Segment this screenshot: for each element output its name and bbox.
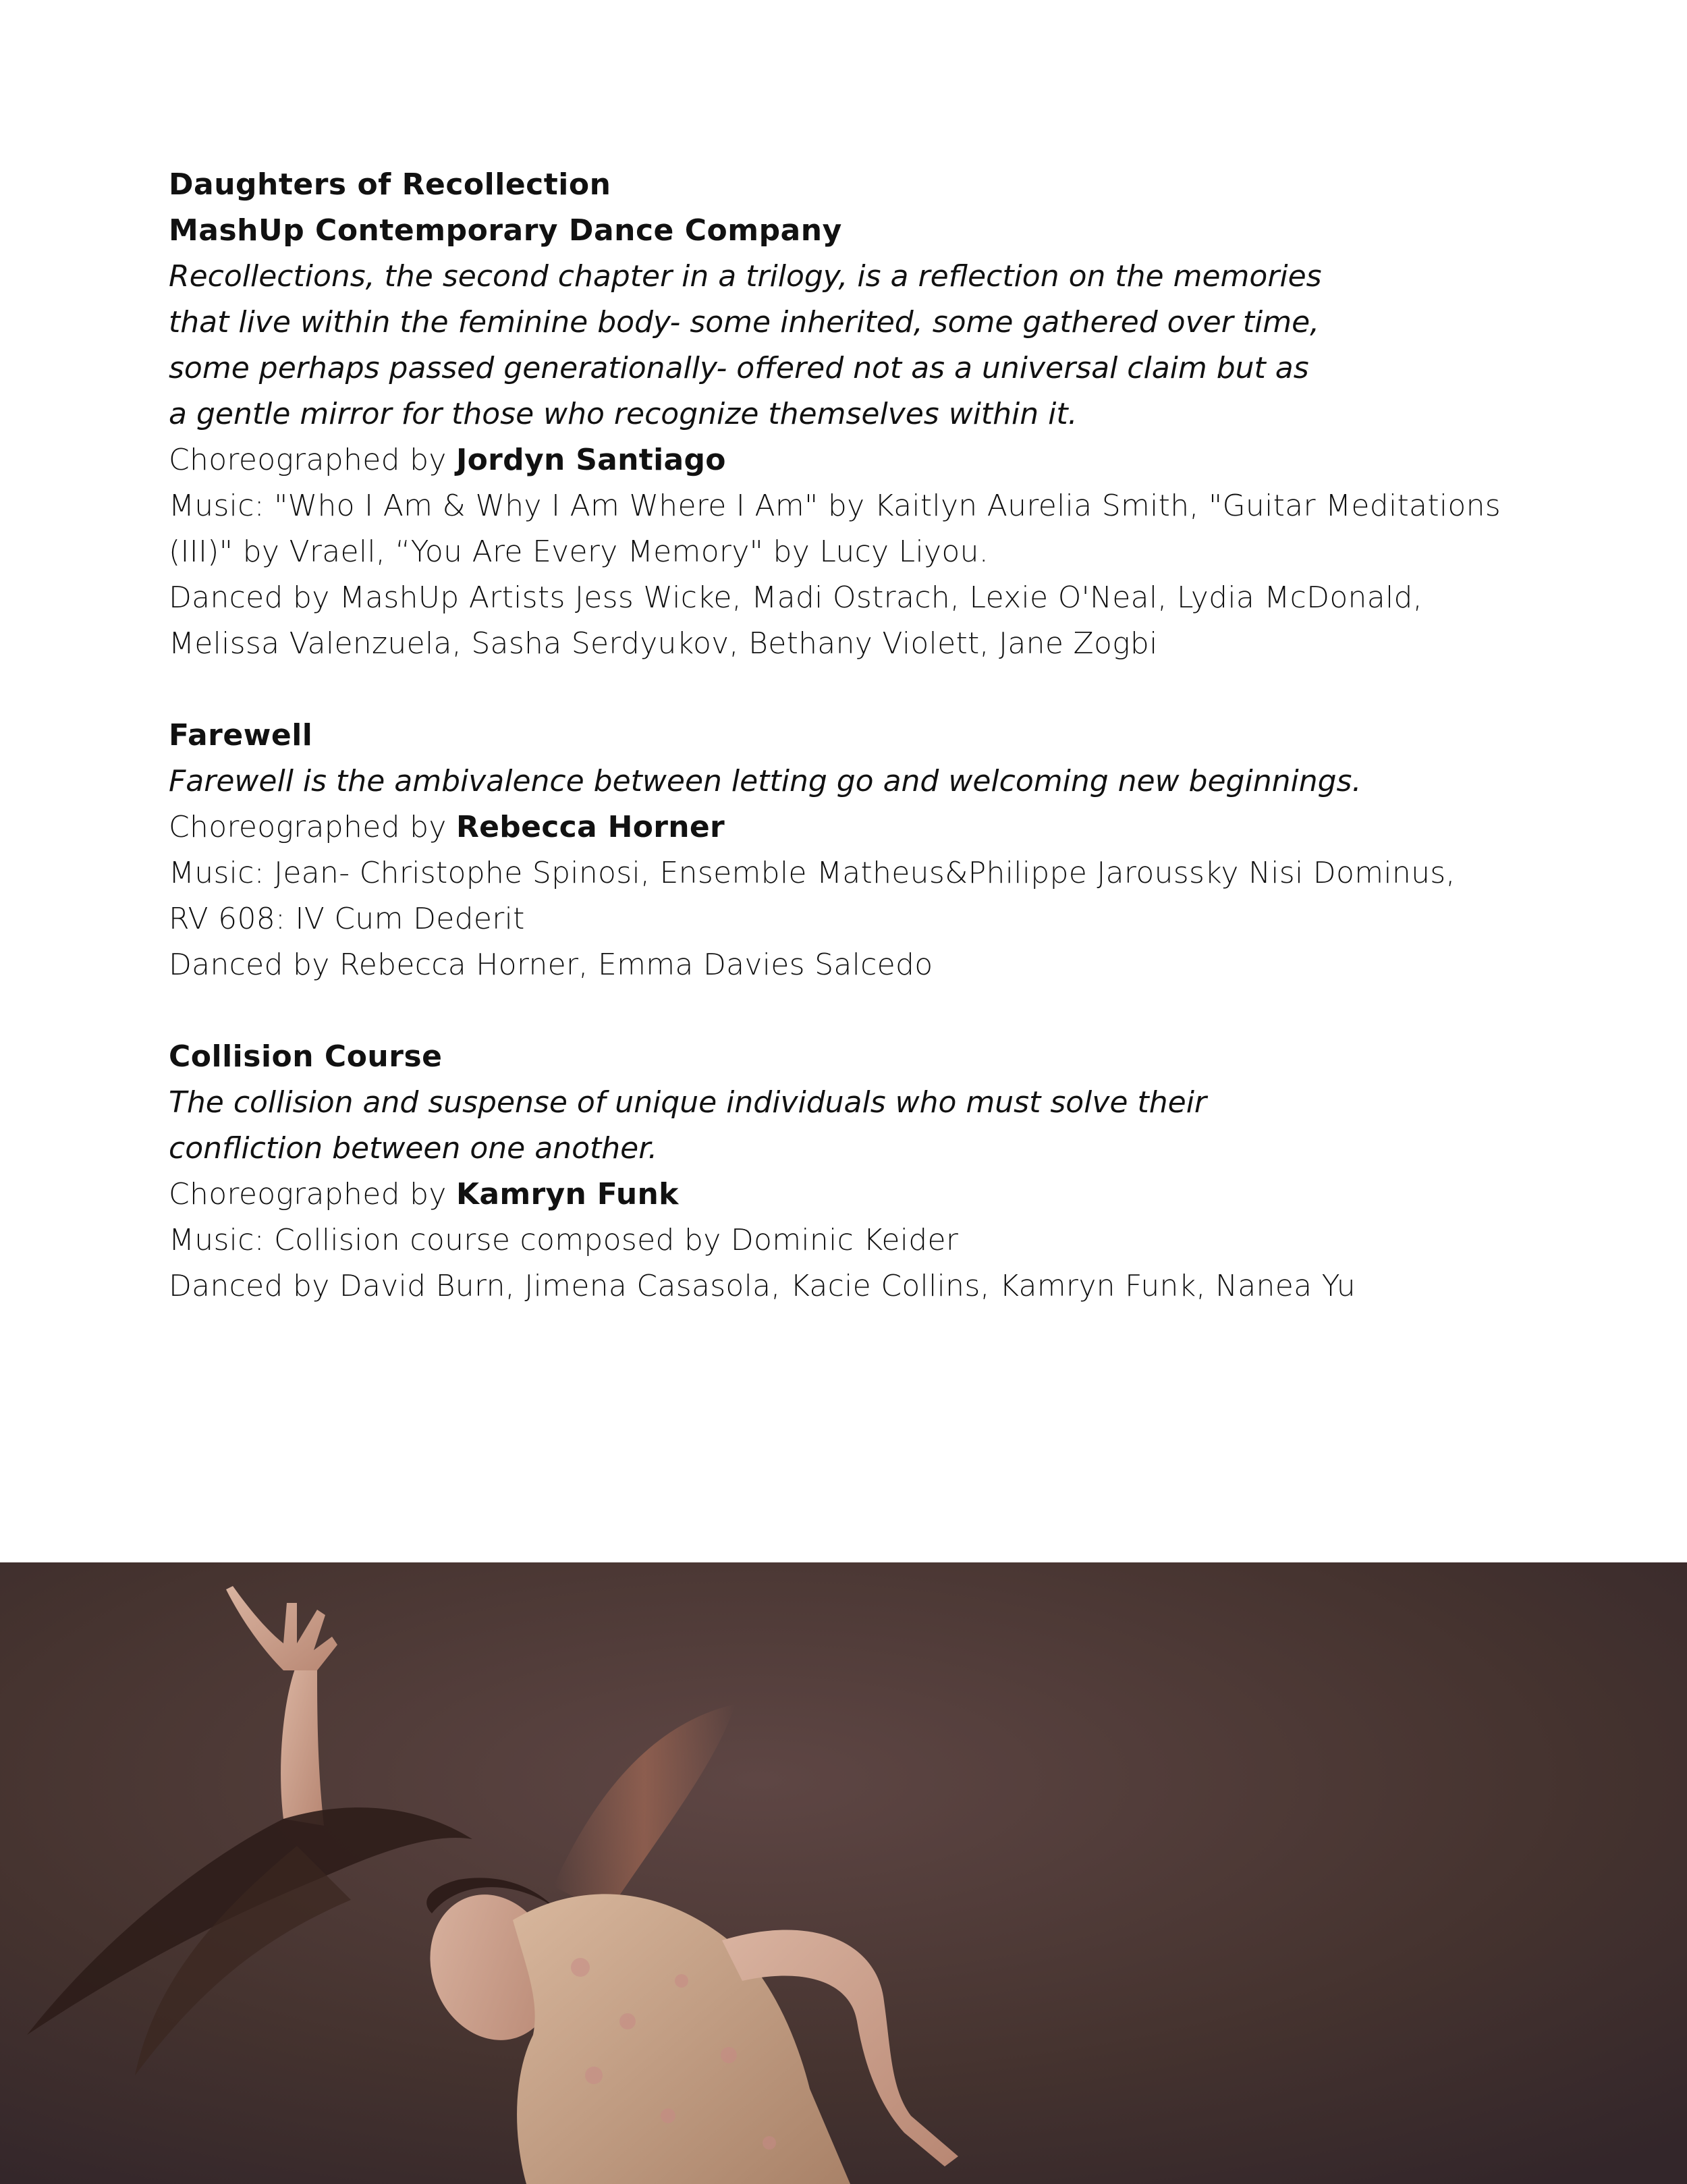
dancer-photo-illustration: [0, 1562, 1687, 2184]
piece-company: MashUp Contemporary Dance Company: [169, 213, 842, 248]
choreographer-name: Kamryn Funk: [455, 1177, 679, 1211]
music-credit-line: Music: Collision course composed by Dominic Keider: [169, 1223, 959, 1257]
choreographer-credit: [169, 437, 1552, 483]
dancers-credit-line: Melissa Valenzuela, Sasha Serdyukov, Bethany Violett, Jane Zogbi: [169, 626, 1158, 661]
choreographed-prefix: Choreographed by: [169, 1177, 456, 1211]
piece-description-line: some perhaps passed generationally- offered not as a universal claim but as: [169, 351, 1309, 385]
piece-description-line: Recollections, the second chapter in a trilogy, is a reflection on the memories: [169, 259, 1322, 294]
program-content: [169, 162, 1552, 1355]
dancers-credit-line: Danced by Rebecca Horner, Emma Davies Salcedo: [169, 948, 933, 982]
dancers-credit-line: Danced by David Burn, Jimena Casasola, Kacie Collins, Kamryn Funk, Nanea Yu: [169, 1269, 1356, 1303]
piece-title: Farewell: [169, 718, 313, 753]
piece-description-line: The collision and suspense of unique individuals who must solve their: [169, 1085, 1207, 1120]
piece-farewell: [169, 713, 1552, 988]
choreographer-credit: [169, 804, 1552, 850]
piece-collision-course: [169, 1034, 1552, 1309]
piece-description-line: confliction between one another.: [169, 1131, 658, 1166]
piece-description-line: Farewell is the ambivalence between letting go and welcoming new beginnings.: [169, 764, 1362, 798]
choreographed-prefix: Choreographed by: [169, 443, 456, 477]
piece-daughters-of-recollection: [169, 162, 1552, 667]
dancer-photo: [0, 1562, 1687, 2184]
music-credit-line: Music: Jean- Christophe Spinosi, Ensemble Matheus&Philippe Jaroussky Nisi Dominus,: [169, 856, 1456, 890]
piece-description-line: a gentle mirror for those who recognize themselves within it.: [169, 397, 1078, 431]
piece-title: Collision Course: [169, 1039, 443, 1074]
piece-description-line: that live within the feminine body- some inherited, some gathered over time,: [169, 305, 1320, 339]
choreographer-name: Jordyn Santiago: [455, 443, 726, 477]
choreographer-credit: [169, 1172, 1552, 1218]
piece-title: Daughters of Recollection: [169, 167, 611, 202]
music-credit-line: (III)" by Vraell, “You Are Every Memory" by Lucy Liyou.: [169, 535, 989, 569]
dancers-credit-line: Danced by MashUp Artists Jess Wicke, Madi Ostrach, Lexie O'Neal, Lydia McDonald,: [169, 580, 1423, 615]
music-credit-line: Music: "Who I Am & Why I Am Where I Am" by Kaitlyn Aurelia Smith, "Guitar Meditations: [169, 489, 1501, 523]
choreographer-name: Rebecca Horner: [455, 810, 725, 844]
choreographed-prefix: Choreographed by: [169, 810, 456, 844]
music-credit-line: RV 608: IV Cum Dederit: [169, 902, 525, 936]
